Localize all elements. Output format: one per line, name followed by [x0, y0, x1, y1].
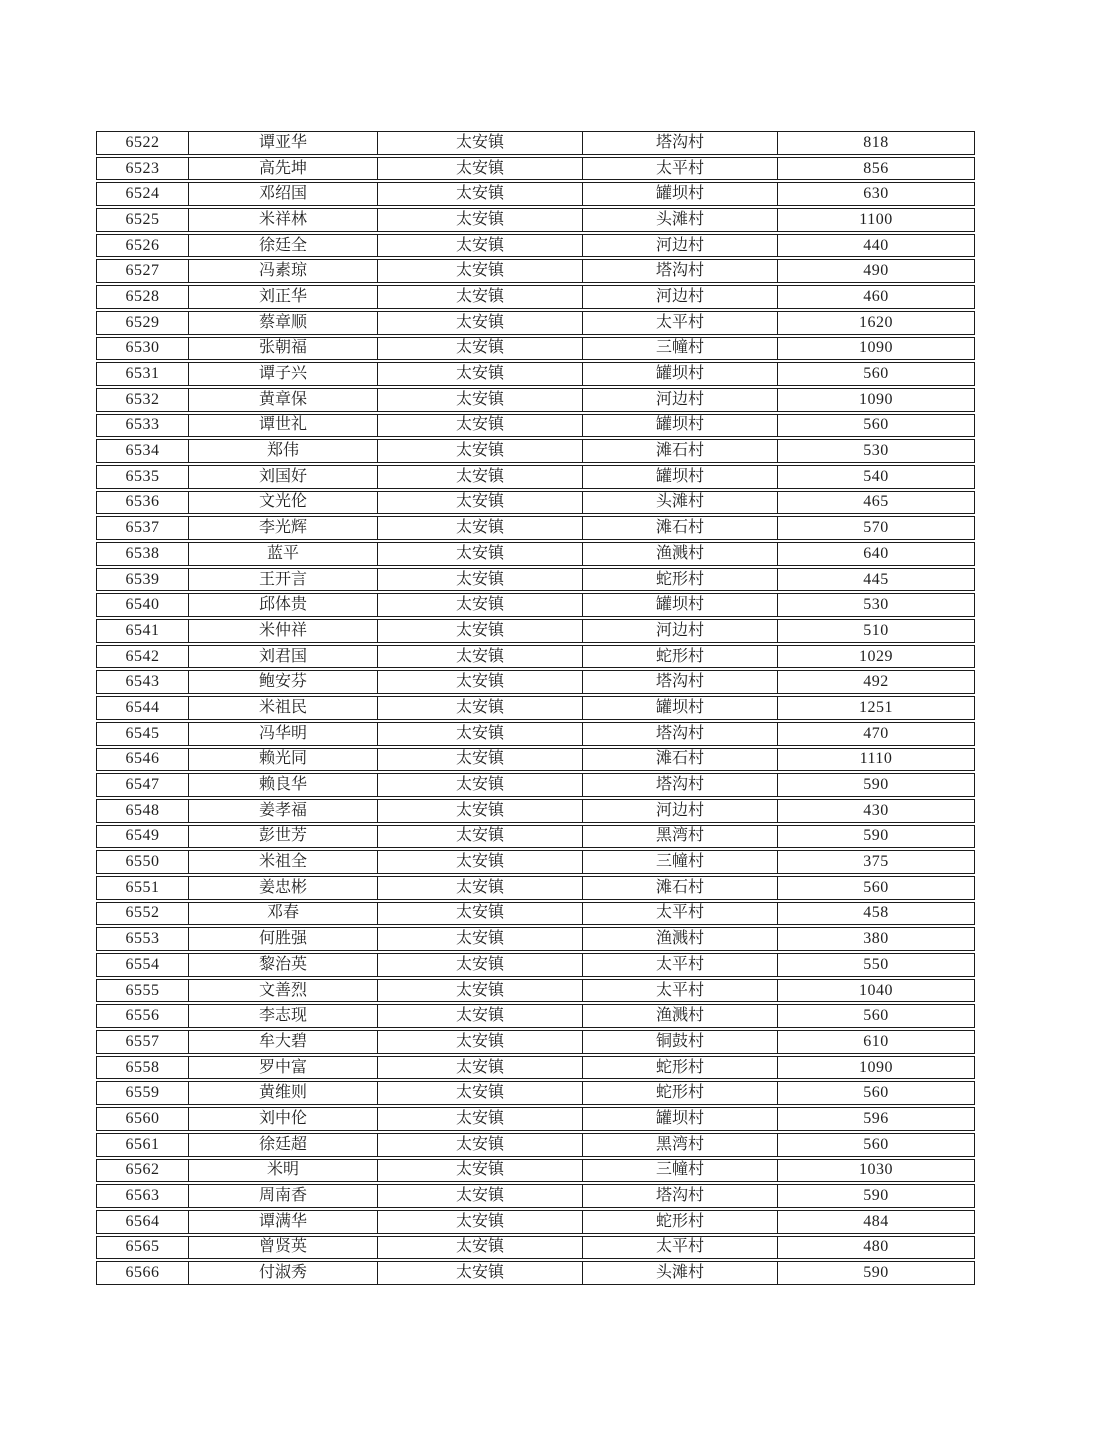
row-id-cell: 6542 [96, 645, 189, 669]
village-cell: 渔溅村 [583, 542, 778, 566]
amount-cell: 610 [778, 1030, 975, 1054]
amount-cell: 375 [778, 850, 975, 874]
amount-cell: 1251 [778, 696, 975, 720]
name-cell: 王开言 [189, 568, 378, 592]
table-row [96, 439, 975, 463]
row-id-cell: 6540 [96, 593, 189, 617]
village-cell: 罐坝村 [583, 414, 778, 438]
row-id-cell: 6561 [96, 1133, 189, 1157]
village-cell: 蛇形村 [583, 568, 778, 592]
table-row [96, 1133, 975, 1157]
table-row [96, 979, 975, 1003]
village-cell: 滩石村 [583, 516, 778, 540]
table-row [96, 568, 975, 592]
name-cell: 刘君国 [189, 645, 378, 669]
town-cell: 太安镇 [378, 722, 583, 746]
amount-cell: 818 [778, 131, 975, 155]
amount-cell: 560 [778, 362, 975, 386]
name-cell: 罗中富 [189, 1056, 378, 1080]
amount-cell: 1110 [778, 748, 975, 772]
village-cell: 塔沟村 [583, 1184, 778, 1208]
town-cell: 太安镇 [378, 131, 583, 155]
town-cell: 太安镇 [378, 645, 583, 669]
name-cell: 周南香 [189, 1184, 378, 1208]
name-cell: 米明 [189, 1159, 378, 1183]
village-cell: 塔沟村 [583, 131, 778, 155]
village-cell: 头滩村 [583, 208, 778, 232]
table-row [96, 619, 975, 643]
amount-cell: 590 [778, 1261, 975, 1285]
village-cell: 塔沟村 [583, 259, 778, 283]
name-cell: 蔡章顺 [189, 311, 378, 335]
name-cell: 文光伦 [189, 491, 378, 515]
village-cell: 蛇形村 [583, 1210, 778, 1234]
name-cell: 谭亚华 [189, 131, 378, 155]
village-cell: 太平村 [583, 1236, 778, 1260]
name-cell: 彭世芳 [189, 825, 378, 849]
village-cell: 河边村 [583, 799, 778, 823]
village-cell: 滩石村 [583, 748, 778, 772]
row-id-cell: 6547 [96, 773, 189, 797]
town-cell: 太安镇 [378, 619, 583, 643]
row-id-cell: 6539 [96, 568, 189, 592]
name-cell: 谭世礼 [189, 414, 378, 438]
town-cell: 太安镇 [378, 1210, 583, 1234]
village-cell: 头滩村 [583, 491, 778, 515]
table-row [96, 337, 975, 361]
name-cell: 刘中伦 [189, 1107, 378, 1131]
amount-cell: 1090 [778, 1056, 975, 1080]
name-cell: 徐廷全 [189, 234, 378, 258]
town-cell: 太安镇 [378, 825, 583, 849]
table-row [96, 722, 975, 746]
amount-cell: 560 [778, 1081, 975, 1105]
amount-cell: 1030 [778, 1159, 975, 1183]
row-id-cell: 6562 [96, 1159, 189, 1183]
town-cell: 太安镇 [378, 1184, 583, 1208]
amount-cell: 540 [778, 465, 975, 489]
amount-cell: 1090 [778, 388, 975, 412]
amount-cell: 465 [778, 491, 975, 515]
amount-cell: 430 [778, 799, 975, 823]
table-row [96, 542, 975, 566]
amount-cell: 460 [778, 285, 975, 309]
town-cell: 太安镇 [378, 850, 583, 874]
table-row [96, 1030, 975, 1054]
name-cell: 文善烈 [189, 979, 378, 1003]
name-cell: 蓝平 [189, 542, 378, 566]
table-row [96, 696, 975, 720]
village-cell: 塔沟村 [583, 773, 778, 797]
amount-cell: 570 [778, 516, 975, 540]
row-id-cell: 6526 [96, 234, 189, 258]
table-row [96, 799, 975, 823]
name-cell: 米祖全 [189, 850, 378, 874]
town-cell: 太安镇 [378, 182, 583, 206]
village-cell: 塔沟村 [583, 670, 778, 694]
town-cell: 太安镇 [378, 568, 583, 592]
table-row [96, 131, 975, 155]
village-cell: 渔溅村 [583, 927, 778, 951]
village-cell: 滩石村 [583, 439, 778, 463]
row-id-cell: 6560 [96, 1107, 189, 1131]
row-id-cell: 6529 [96, 311, 189, 335]
row-id-cell: 6556 [96, 1004, 189, 1028]
beneficiary-table [96, 129, 975, 1287]
village-cell: 黑湾村 [583, 825, 778, 849]
name-cell: 李光辉 [189, 516, 378, 540]
table-row [96, 850, 975, 874]
name-cell: 谭子兴 [189, 362, 378, 386]
row-id-cell: 6545 [96, 722, 189, 746]
table-row [96, 234, 975, 258]
name-cell: 赖光同 [189, 748, 378, 772]
table-row [96, 1081, 975, 1105]
table-row [96, 876, 975, 900]
row-id-cell: 6557 [96, 1030, 189, 1054]
town-cell: 太安镇 [378, 902, 583, 926]
town-cell: 太安镇 [378, 465, 583, 489]
table-row [96, 182, 975, 206]
table-row [96, 311, 975, 335]
row-id-cell: 6536 [96, 491, 189, 515]
name-cell: 冯素琼 [189, 259, 378, 283]
name-cell: 米祖民 [189, 696, 378, 720]
name-cell: 黄维则 [189, 1081, 378, 1105]
row-id-cell: 6524 [96, 182, 189, 206]
town-cell: 太安镇 [378, 208, 583, 232]
village-cell: 三幢村 [583, 1159, 778, 1183]
row-id-cell: 6555 [96, 979, 189, 1003]
town-cell: 太安镇 [378, 670, 583, 694]
name-cell: 高先坤 [189, 157, 378, 181]
town-cell: 太安镇 [378, 285, 583, 309]
amount-cell: 1029 [778, 645, 975, 669]
table-row [96, 1159, 975, 1183]
table-row [96, 1184, 975, 1208]
name-cell: 刘正华 [189, 285, 378, 309]
village-cell: 太平村 [583, 979, 778, 1003]
table-row [96, 1236, 975, 1260]
village-cell: 头滩村 [583, 1261, 778, 1285]
town-cell: 太安镇 [378, 439, 583, 463]
name-cell: 曾贤英 [189, 1236, 378, 1260]
village-cell: 罐坝村 [583, 696, 778, 720]
village-cell: 罐坝村 [583, 465, 778, 489]
amount-cell: 630 [778, 182, 975, 206]
row-id-cell: 6548 [96, 799, 189, 823]
village-cell: 河边村 [583, 234, 778, 258]
village-cell: 塔沟村 [583, 722, 778, 746]
name-cell: 郑伟 [189, 439, 378, 463]
table-row [96, 748, 975, 772]
village-cell: 太平村 [583, 902, 778, 926]
amount-cell: 560 [778, 1004, 975, 1028]
town-cell: 太安镇 [378, 979, 583, 1003]
town-cell: 太安镇 [378, 311, 583, 335]
name-cell: 邓春 [189, 902, 378, 926]
amount-cell: 590 [778, 773, 975, 797]
table-row [96, 1004, 975, 1028]
amount-cell: 530 [778, 439, 975, 463]
name-cell: 姜孝福 [189, 799, 378, 823]
name-cell: 鲍安芬 [189, 670, 378, 694]
village-cell: 太平村 [583, 157, 778, 181]
table-row [96, 645, 975, 669]
village-cell: 罐坝村 [583, 362, 778, 386]
town-cell: 太安镇 [378, 799, 583, 823]
table-row [96, 208, 975, 232]
town-cell: 太安镇 [378, 362, 583, 386]
row-id-cell: 6532 [96, 388, 189, 412]
row-id-cell: 6558 [96, 1056, 189, 1080]
name-cell: 赖良华 [189, 773, 378, 797]
town-cell: 太安镇 [378, 1236, 583, 1260]
amount-cell: 380 [778, 927, 975, 951]
row-id-cell: 6553 [96, 927, 189, 951]
table-row [96, 1107, 975, 1131]
row-id-cell: 6538 [96, 542, 189, 566]
name-cell: 邱体贵 [189, 593, 378, 617]
table-row [96, 1210, 975, 1234]
amount-cell: 1040 [778, 979, 975, 1003]
amount-cell: 458 [778, 902, 975, 926]
name-cell: 牟大碧 [189, 1030, 378, 1054]
name-cell: 谭满华 [189, 1210, 378, 1234]
town-cell: 太安镇 [378, 234, 583, 258]
amount-cell: 484 [778, 1210, 975, 1234]
row-id-cell: 6565 [96, 1236, 189, 1260]
amount-cell: 490 [778, 259, 975, 283]
row-id-cell: 6549 [96, 825, 189, 849]
row-id-cell: 6564 [96, 1210, 189, 1234]
table-row [96, 825, 975, 849]
name-cell: 张朝福 [189, 337, 378, 361]
beneficiary-table-body [96, 131, 975, 1285]
town-cell: 太安镇 [378, 876, 583, 900]
row-id-cell: 6546 [96, 748, 189, 772]
row-id-cell: 6544 [96, 696, 189, 720]
amount-cell: 560 [778, 876, 975, 900]
town-cell: 太安镇 [378, 491, 583, 515]
town-cell: 太安镇 [378, 516, 583, 540]
amount-cell: 530 [778, 593, 975, 617]
amount-cell: 560 [778, 414, 975, 438]
amount-cell: 470 [778, 722, 975, 746]
town-cell: 太安镇 [378, 157, 583, 181]
village-cell: 河边村 [583, 285, 778, 309]
row-id-cell: 6527 [96, 259, 189, 283]
town-cell: 太安镇 [378, 1133, 583, 1157]
amount-cell: 640 [778, 542, 975, 566]
row-id-cell: 6531 [96, 362, 189, 386]
village-cell: 滩石村 [583, 876, 778, 900]
village-cell: 太平村 [583, 953, 778, 977]
village-cell: 河边村 [583, 619, 778, 643]
table-row [96, 157, 975, 181]
village-cell: 三幢村 [583, 337, 778, 361]
amount-cell: 480 [778, 1236, 975, 1260]
village-cell: 三幢村 [583, 850, 778, 874]
town-cell: 太安镇 [378, 259, 583, 283]
name-cell: 姜忠彬 [189, 876, 378, 900]
amount-cell: 492 [778, 670, 975, 694]
row-id-cell: 6534 [96, 439, 189, 463]
town-cell: 太安镇 [378, 1261, 583, 1285]
row-id-cell: 6525 [96, 208, 189, 232]
town-cell: 太安镇 [378, 773, 583, 797]
table-row [96, 593, 975, 617]
amount-cell: 596 [778, 1107, 975, 1131]
table-row [96, 953, 975, 977]
row-id-cell: 6537 [96, 516, 189, 540]
name-cell: 冯华明 [189, 722, 378, 746]
amount-cell: 510 [778, 619, 975, 643]
name-cell: 邓绍国 [189, 182, 378, 206]
town-cell: 太安镇 [378, 927, 583, 951]
name-cell: 徐廷超 [189, 1133, 378, 1157]
row-id-cell: 6541 [96, 619, 189, 643]
table-row [96, 670, 975, 694]
table-row [96, 773, 975, 797]
row-id-cell: 6563 [96, 1184, 189, 1208]
amount-cell: 1620 [778, 311, 975, 335]
town-cell: 太安镇 [378, 542, 583, 566]
amount-cell: 440 [778, 234, 975, 258]
village-cell: 罐坝村 [583, 1107, 778, 1131]
village-cell: 蛇形村 [583, 645, 778, 669]
row-id-cell: 6566 [96, 1261, 189, 1285]
village-cell: 太平村 [583, 311, 778, 335]
row-id-cell: 6535 [96, 465, 189, 489]
row-id-cell: 6554 [96, 953, 189, 977]
village-cell: 罐坝村 [583, 593, 778, 617]
row-id-cell: 6551 [96, 876, 189, 900]
amount-cell: 1100 [778, 208, 975, 232]
amount-cell: 560 [778, 1133, 975, 1157]
row-id-cell: 6522 [96, 131, 189, 155]
town-cell: 太安镇 [378, 1107, 583, 1131]
town-cell: 太安镇 [378, 1081, 583, 1105]
row-id-cell: 6528 [96, 285, 189, 309]
name-cell: 米祥林 [189, 208, 378, 232]
table-row [96, 259, 975, 283]
village-cell: 蛇形村 [583, 1081, 778, 1105]
row-id-cell: 6559 [96, 1081, 189, 1105]
town-cell: 太安镇 [378, 414, 583, 438]
name-cell: 李志现 [189, 1004, 378, 1028]
town-cell: 太安镇 [378, 696, 583, 720]
amount-cell: 856 [778, 157, 975, 181]
row-id-cell: 6530 [96, 337, 189, 361]
table-row [96, 491, 975, 515]
table-row [96, 1056, 975, 1080]
village-cell: 蛇形村 [583, 1056, 778, 1080]
village-cell: 黑湾村 [583, 1133, 778, 1157]
amount-cell: 445 [778, 568, 975, 592]
village-cell: 渔溅村 [583, 1004, 778, 1028]
table-row [96, 516, 975, 540]
town-cell: 太安镇 [378, 1056, 583, 1080]
table-row [96, 465, 975, 489]
town-cell: 太安镇 [378, 337, 583, 361]
row-id-cell: 6550 [96, 850, 189, 874]
town-cell: 太安镇 [378, 388, 583, 412]
town-cell: 太安镇 [378, 1030, 583, 1054]
row-id-cell: 6523 [96, 157, 189, 181]
village-cell: 河边村 [583, 388, 778, 412]
village-cell: 铜鼓村 [583, 1030, 778, 1054]
village-cell: 罐坝村 [583, 182, 778, 206]
amount-cell: 590 [778, 825, 975, 849]
table-row [96, 388, 975, 412]
table-row [96, 927, 975, 951]
table-row [96, 414, 975, 438]
amount-cell: 1090 [778, 337, 975, 361]
name-cell: 黄章保 [189, 388, 378, 412]
table-row [96, 902, 975, 926]
name-cell: 米仲祥 [189, 619, 378, 643]
row-id-cell: 6552 [96, 902, 189, 926]
table-row [96, 362, 975, 386]
table-row [96, 1261, 975, 1285]
town-cell: 太安镇 [378, 1004, 583, 1028]
name-cell: 付淑秀 [189, 1261, 378, 1285]
name-cell: 刘国好 [189, 465, 378, 489]
amount-cell: 550 [778, 953, 975, 977]
row-id-cell: 6543 [96, 670, 189, 694]
town-cell: 太安镇 [378, 593, 583, 617]
table-row [96, 285, 975, 309]
town-cell: 太安镇 [378, 1159, 583, 1183]
amount-cell: 590 [778, 1184, 975, 1208]
row-id-cell: 6533 [96, 414, 189, 438]
town-cell: 太安镇 [378, 748, 583, 772]
name-cell: 黎治英 [189, 953, 378, 977]
town-cell: 太安镇 [378, 953, 583, 977]
name-cell: 何胜强 [189, 927, 378, 951]
